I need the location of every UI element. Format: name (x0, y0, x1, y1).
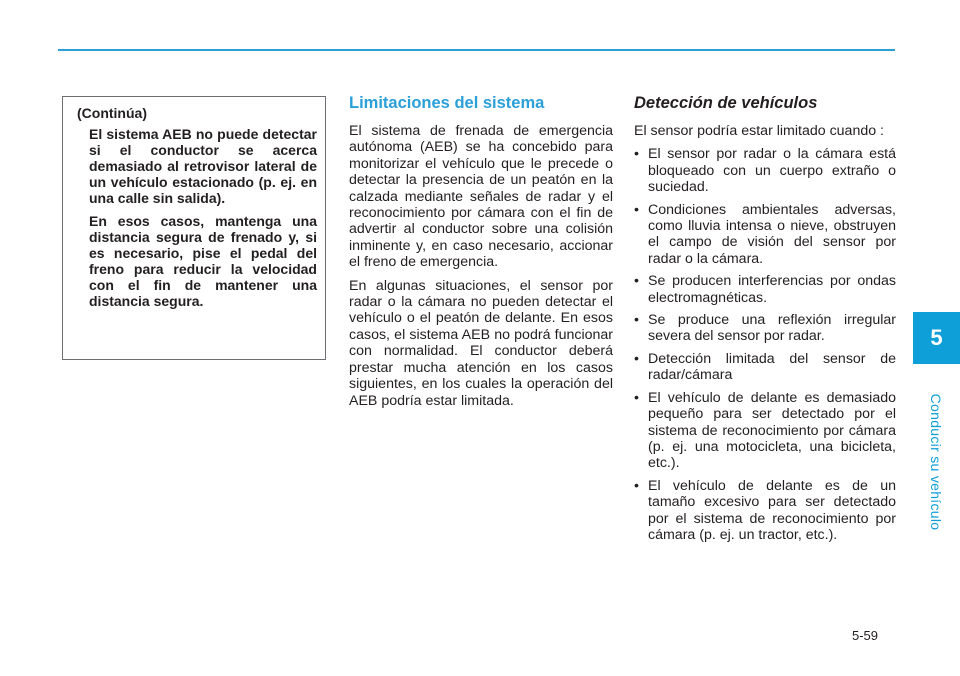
list-item: • Se produce una reflexión irregular severa del sensor por radar. (634, 312, 896, 345)
note-paragraph-1: El sistema AEB no puede detectar si el conductor se acerca demasiado al retrovisor lateral de un vehículo estacionado (p. ej. en una calle sin salida). (89, 126, 317, 206)
note-continued-label: (Continúa) (77, 105, 147, 121)
list-item: • El vehículo de delante es demasiado pequeño para ser detectado por el sistema de reconocimiento por cámara (p. ej. una motocicleta, una bicicleta, etc.). (634, 390, 896, 472)
vehicle-detection-list (634, 146, 896, 543)
chapter-number: 5 (930, 325, 943, 350)
chapter-title: Conducir su vehículo (928, 393, 944, 531)
list-item: • Detección limitada del sensor de radar/cámara (634, 351, 896, 384)
header-rule (58, 49, 895, 51)
list-item: • Condiciones ambientales adversas, como lluvia intensa o nieve, obstruyen el campo de visión del sensor por radar o la cámara. (634, 202, 896, 268)
limitations-paragraph-2: En algunas situaciones, el sensor por radar o la cámara no pueden detectar el vehículo o el peatón de delante. En esos casos, el sistema AEB no podrá funcionar con normalidad. El conductor deberá prestar mucha atención en los casos siguientes, en los cuales la operación del AEB podría estar limitada. (349, 277, 613, 409)
note-paragraph-2: En esos casos, mantenga una distancia segura de frenado y, si es necesario, pise el pedal del freno para reducir la velocidad con el fin de mantener una distancia segura. (89, 213, 317, 309)
limitations-paragraph-1: El sistema de frenada de emergencia autónoma (AEB) se ha concebido para monitorizar el vehículo que le precede o detectar la presencia de un peatón en la calzada mediante señales de radar y el reconocimiento por cámara con el fin de advertir al conductor sobre una colisión inminente y, en caso necesario, accionar el freno de emergencia. (349, 123, 613, 271)
list-item: • Se producen interferencias por ondas electromagnéticas. (634, 273, 896, 306)
limitations-section (349, 94, 613, 416)
note-box (62, 96, 326, 360)
chapter-tab (913, 312, 960, 364)
page-number: 5-59 (852, 628, 879, 643)
list-item: • El vehículo de delante es de un tamaño excesivo para ser detectado por el sistema de reconocimiento por cámara (p. ej. un tractor, etc.). (634, 478, 896, 544)
limitations-heading: Limitaciones del sistema (349, 94, 545, 112)
vehicle-detection-section (634, 94, 896, 549)
vehicle-detection-intro: El sensor podría estar limitado cuando : (634, 123, 884, 139)
vehicle-detection-heading: Detección de vehículos (634, 94, 818, 112)
list-item: • El sensor por radar o la cámara está bloqueado con un cuerpo extraño o suciedad. (634, 146, 896, 195)
